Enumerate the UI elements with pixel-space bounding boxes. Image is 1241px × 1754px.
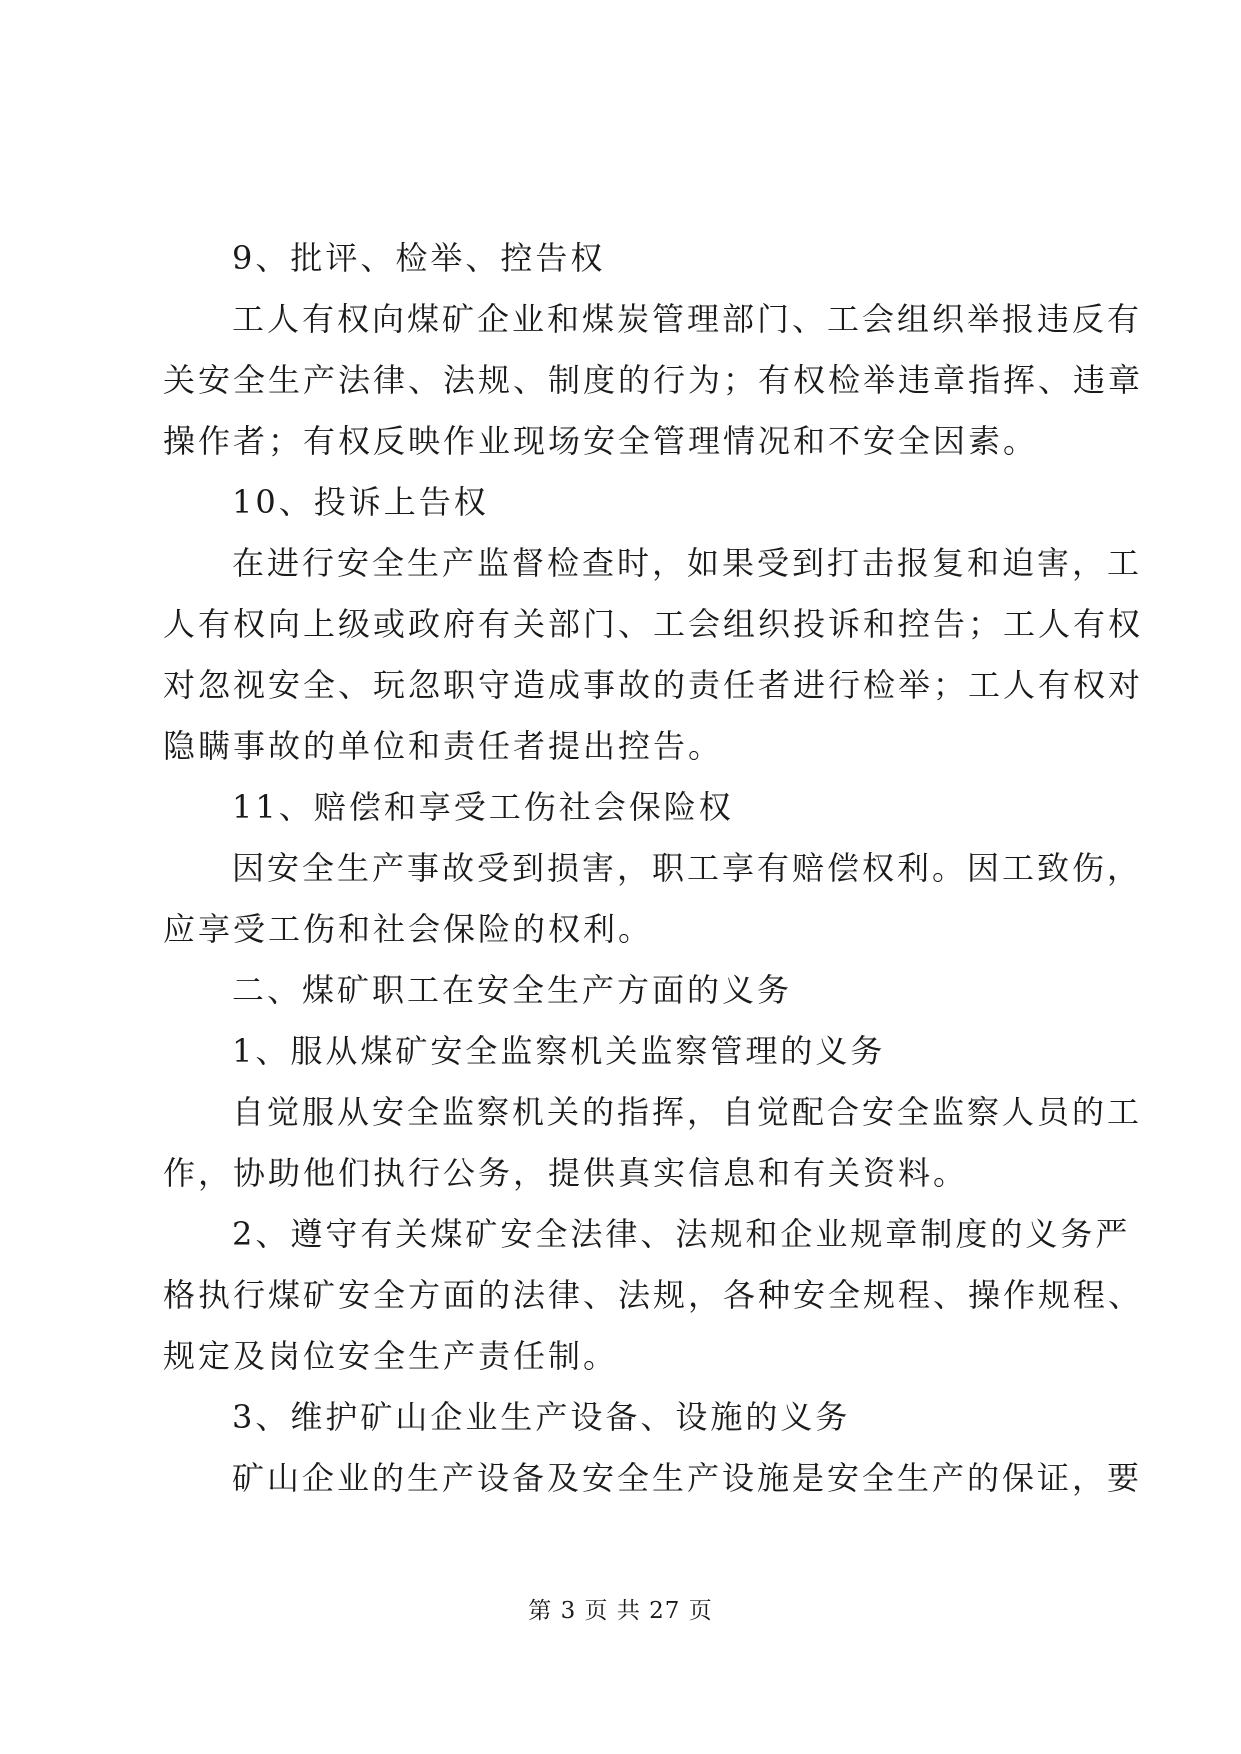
text-line: 矿山企业的生产设备及安全生产设施是安全生产的保证，要 (232, 1459, 1143, 1497)
text-line: 1、服从煤矿安全监察机关监察管理的义务 (232, 1032, 886, 1070)
text-line: 10、投诉上告权 (232, 483, 489, 521)
text-line: 隐瞒事故的单位和责任者提出控告。 (163, 727, 724, 765)
text-line: 11、赔偿和享受工伤社会保险权 (232, 788, 734, 826)
text-line: 自觉服从安全监察机关的指挥，自觉配合安全监察人员的工 (232, 1093, 1143, 1131)
text-line: 工人有权向煤矿企业和煤炭管理部门、工会组织举报违反有 (232, 300, 1143, 338)
text-line: 9、批评、检举、控告权 (232, 239, 606, 277)
text-line: 关安全生产法律、法规、制度的行为；有权检举违章指挥、违章 (163, 361, 1144, 399)
text-line: 作，协助他们执行公务，提供真实信息和有关资料。 (163, 1154, 969, 1192)
page-footer: 第 3 页 共 27 页 (528, 1598, 713, 1624)
document-body (163, 228, 1144, 1509)
text-line: 因安全生产事故受到损害，职工享有赔偿权利。因工致伤， (232, 849, 1143, 887)
text-line: 对忽视安全、玩忽职守造成事故的责任者进行检举；工人有权对 (163, 666, 1144, 704)
text-line: 规定及岗位安全生产责任制。 (163, 1337, 619, 1375)
text-line: 在进行安全生产监督检查时，如果受到打击报复和迫害，工 (232, 544, 1143, 582)
text-line: 操作者；有权反映作业现场安全管理情况和不安全因素。 (163, 422, 1039, 460)
text-line: 3、维护矿山企业生产设备、设施的义务 (232, 1398, 851, 1436)
text-line: 二、煤矿职工在安全生产方面的义务 (232, 971, 793, 1009)
text-line: 人有权向上级或政府有关部门、工会组织投诉和控告；工人有权 (163, 605, 1144, 643)
text-line: 应享受工伤和社会保险的权利。 (163, 910, 654, 948)
text-line: 格执行煤矿安全方面的法律、法规，各种安全规程、操作规程、 (163, 1276, 1144, 1314)
text-line: 2、遵守有关煤矿安全法律、法规和企业规章制度的义务严 (232, 1215, 1131, 1253)
